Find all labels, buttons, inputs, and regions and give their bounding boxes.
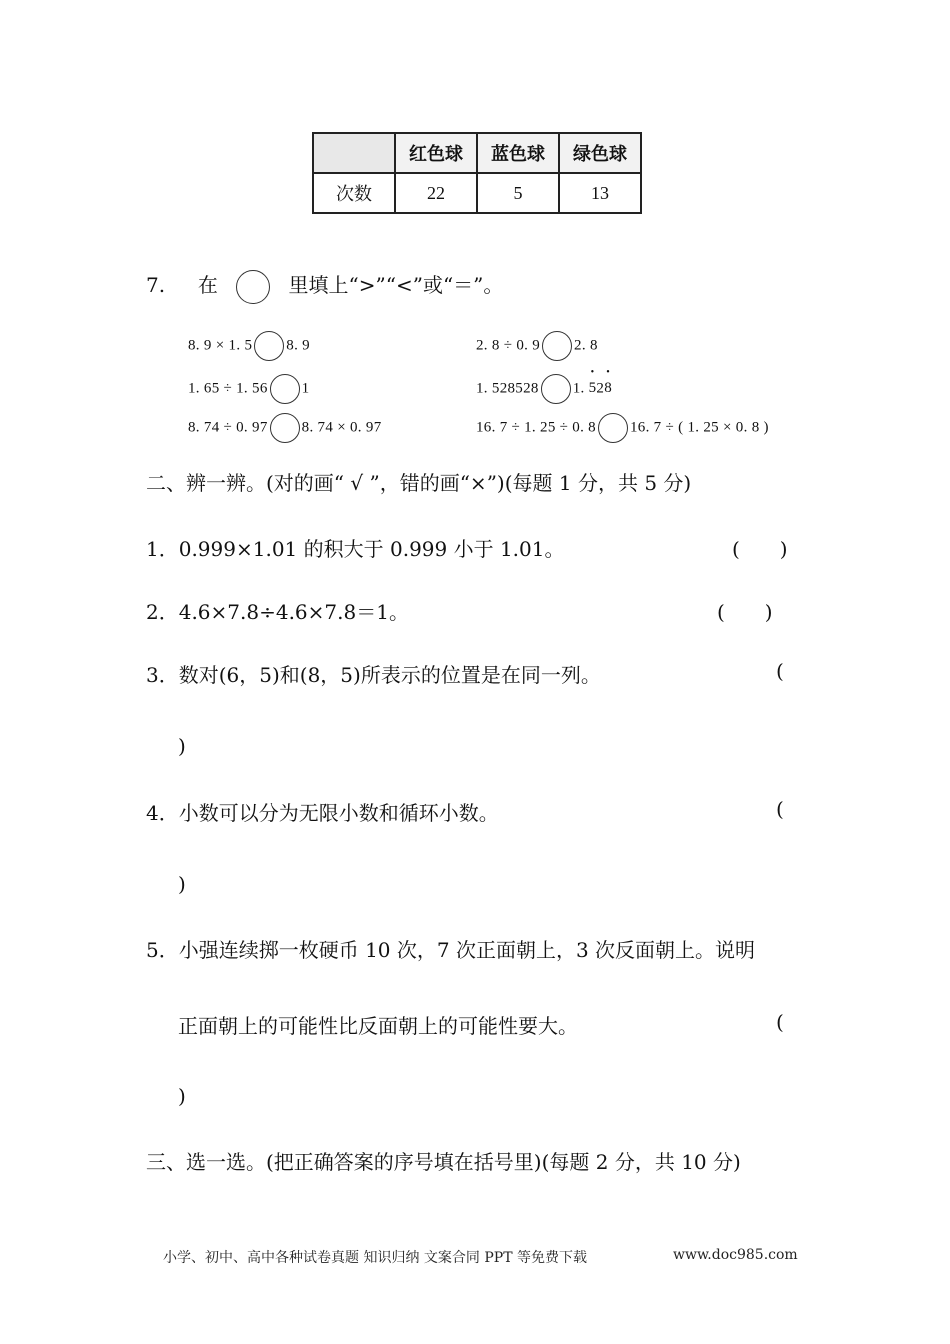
footer-text: 小学、初中、高中各种试卷真题 知识归纳 文案合同 PPT 等免费下载 <box>163 1250 587 1266</box>
compare-item-3 <box>188 374 309 404</box>
table-header-empty <box>313 133 395 173</box>
repeating-digit: 2 <box>596 380 605 397</box>
table-header-row <box>313 133 641 173</box>
compare-right: 1 <box>301 380 310 397</box>
answer-paren-open-q5[interactable]: ( <box>776 1010 784 1034</box>
judge-q3: 3．数对(6，5)和(8，5)所表示的位置是在同一列。 <box>146 663 601 687</box>
table-header-blue: 蓝色球 <box>477 133 559 173</box>
table-header-red: 红色球 <box>395 133 477 173</box>
answer-paren-close-q3: ) <box>178 734 186 758</box>
q7-number: 7. <box>146 273 166 297</box>
table-row-label: 次数 <box>313 173 395 213</box>
compare-item-5 <box>188 413 382 443</box>
judge-q1: 1．0.999×1.01 的积大于 0.999 小于 1.01。 <box>146 537 565 561</box>
compare-right: 8. 74 × 0. 97 <box>301 419 382 436</box>
compare-right: 16. 7 ÷ ( 1. 25 × 0. 8 ) <box>629 419 769 436</box>
answer-paren-close-q4: ) <box>178 872 186 896</box>
ball-count-table <box>312 132 642 214</box>
blank-circle[interactable] <box>236 270 270 304</box>
table-row <box>313 173 641 213</box>
table-header-green: 绿色球 <box>559 133 641 173</box>
repeating-digit-start: • 5 <box>589 380 597 397</box>
answer-paren-close-q5: ) <box>178 1084 186 1108</box>
section3-title: 三、选一选。(把正确答案的序号填在括号里)(每题 2 分，共 10 分) <box>146 1150 741 1174</box>
compare-item-4 <box>476 374 612 404</box>
answer-paren-q1[interactable]: ( ) <box>732 537 788 561</box>
answer-paren-q2[interactable]: ( ) <box>717 600 773 624</box>
answer-paren-open-q4[interactable]: ( <box>776 797 784 821</box>
blank-circle[interactable] <box>542 331 572 361</box>
table-cell-blue: 5 <box>477 173 559 213</box>
footer-url[interactable]: www.doc985.com <box>673 1247 798 1263</box>
judge-q5-line1: 5．小强连续掷一枚硬币 10 次，7 次正面朝上，3 次反面朝上。说明 <box>146 938 756 962</box>
blank-circle[interactable] <box>270 413 300 443</box>
compare-right: 8. 9 <box>286 337 310 354</box>
compare-right: 1. <box>572 380 589 397</box>
q7-post: 里填上“>”“<”或“＝”。 <box>288 273 504 297</box>
compare-item-6 <box>476 413 769 443</box>
compare-left: 1. 65 ÷ 1. 56 <box>188 380 268 397</box>
table-cell-green: 13 <box>559 173 641 213</box>
section2-title: 二、辨一辨。(对的画“ √ ”，错的画“×”)(每题 1 分，共 5 分) <box>146 471 692 495</box>
blank-circle[interactable] <box>598 413 628 443</box>
q7-heading <box>146 269 503 304</box>
compare-right: 2. 8 <box>574 337 598 354</box>
compare-left: 1. 528528 <box>476 380 539 397</box>
compare-item-2 <box>476 331 598 361</box>
q7-pre: 在 <box>197 273 218 297</box>
compare-left: 8. 9 × 1. 5 <box>188 337 253 354</box>
blank-circle[interactable] <box>254 331 284 361</box>
compare-left: 8. 74 ÷ 0. 97 <box>188 419 268 436</box>
blank-circle[interactable] <box>270 374 300 404</box>
judge-q2: 2．4.6×7.8÷4.6×7.8＝1。 <box>146 600 409 624</box>
blank-circle[interactable] <box>541 374 571 404</box>
judge-q4: 4．小数可以分为无限小数和循环小数。 <box>146 801 499 825</box>
compare-left: 2. 8 ÷ 0. 9 <box>476 337 541 354</box>
answer-paren-open-q3[interactable]: ( <box>776 659 784 683</box>
judge-q5-line2: 正面朝上的可能性比反面朝上的可能性要大。 <box>178 1014 578 1038</box>
repeating-digit-end: • 8 <box>604 380 612 397</box>
compare-left: 16. 7 ÷ 1. 25 ÷ 0. 8 <box>476 419 596 436</box>
compare-item-1 <box>188 331 310 361</box>
table-cell-red: 22 <box>395 173 477 213</box>
